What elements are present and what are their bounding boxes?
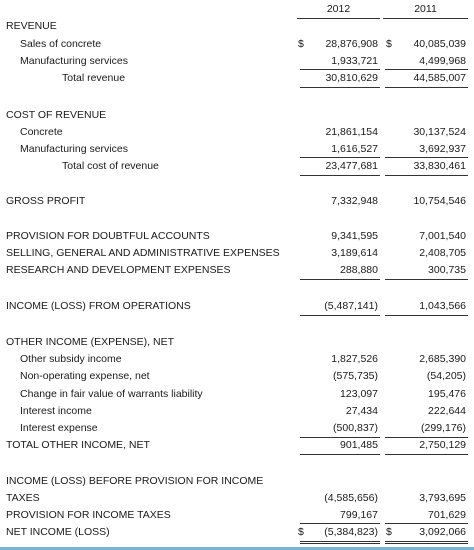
currency-symbol: $ bbox=[298, 38, 304, 50]
subtotal-rule bbox=[300, 279, 380, 280]
value-2012: 27,434 bbox=[345, 405, 378, 417]
total-rule bbox=[385, 315, 468, 316]
row-label-manufacturing-services: Manufacturing services bbox=[20, 55, 128, 67]
value-2011: 33,830,461 bbox=[413, 160, 466, 172]
other-heading-row bbox=[0, 334, 474, 351]
value-2012: 28,876,908 bbox=[325, 38, 378, 50]
currency-symbol: $ bbox=[386, 526, 392, 538]
value-2011: 44,585,007 bbox=[413, 72, 466, 84]
value-2012: (4,585,656) bbox=[324, 492, 378, 504]
value-2012: (5,384,823) bbox=[324, 526, 378, 538]
row-label-gross-profit: GROSS PROFIT bbox=[6, 195, 86, 207]
row-label-total-revenue: Total revenue bbox=[62, 72, 126, 84]
value-2012: 799,167 bbox=[340, 509, 378, 521]
row-label-income-from-operations: INCOME (LOSS) FROM OPERATIONS bbox=[6, 300, 191, 312]
revenue-heading-row bbox=[0, 18, 474, 35]
column-header-2012: 2012 bbox=[297, 1, 380, 19]
cost-heading: COST OF REVENUE bbox=[6, 109, 107, 121]
table-row bbox=[0, 420, 474, 437]
value-2012: 9,341,595 bbox=[331, 230, 378, 242]
value-2012: 288,880 bbox=[340, 264, 378, 276]
total-rule bbox=[385, 175, 468, 176]
currency-symbol: $ bbox=[298, 526, 304, 538]
table-row bbox=[0, 351, 474, 368]
row-label-interest-income: Interest income bbox=[20, 405, 92, 417]
row-label-sga-expenses: SELLING, GENERAL AND ADMINISTRATIVE EXPENSES bbox=[6, 247, 280, 259]
cost-heading-row bbox=[0, 107, 474, 124]
table-row bbox=[0, 141, 474, 158]
table-row bbox=[0, 245, 474, 262]
value-2012: 3,189,614 bbox=[331, 247, 378, 259]
table-row bbox=[0, 490, 474, 507]
table-row bbox=[0, 403, 474, 420]
table-row bbox=[0, 262, 474, 279]
row-label-concrete: Concrete bbox=[20, 126, 63, 138]
table-row bbox=[0, 507, 474, 524]
value-2011: 40,085,039 bbox=[413, 38, 466, 50]
row-label-sales-of-concrete: Sales of concrete bbox=[20, 38, 102, 50]
table-row bbox=[0, 158, 474, 175]
value-2011: 300,735 bbox=[428, 264, 466, 276]
value-2011: 3,793,695 bbox=[419, 492, 466, 504]
value-2011: 2,408,705 bbox=[419, 247, 466, 259]
value-2012: 30,810,629 bbox=[325, 72, 378, 84]
row-label-other-subsidy-income: Other subsidy income bbox=[20, 353, 122, 365]
value-2012: 21,861,154 bbox=[325, 126, 378, 138]
table-row bbox=[0, 298, 474, 315]
table-row bbox=[0, 53, 474, 70]
value-2012: (500,837) bbox=[333, 422, 378, 434]
other-income-heading: OTHER INCOME (EXPENSE), NET bbox=[6, 336, 175, 348]
value-2011: 3,092,066 bbox=[419, 526, 466, 538]
table-row bbox=[0, 228, 474, 245]
row-label-rd-expenses: RESEARCH AND DEVELOPMENT EXPENSES bbox=[6, 264, 231, 276]
row-label-warrants-liability: Change in fair value of warrants liability bbox=[20, 388, 203, 400]
table-row bbox=[0, 36, 474, 53]
row-label-income-before-provision: INCOME (LOSS) BEFORE PROVISION FOR INCOME bbox=[6, 475, 264, 487]
value-2011: 701,629 bbox=[428, 509, 466, 521]
row-label-manufacturing-services: Manufacturing services bbox=[20, 143, 128, 155]
row-label-total-cost-of-revenue: Total cost of revenue bbox=[62, 160, 159, 172]
value-2012: 1,827,526 bbox=[331, 353, 378, 365]
column-header-row bbox=[0, 1, 474, 18]
value-2011: 4,499,968 bbox=[419, 55, 466, 67]
table-row bbox=[0, 368, 474, 385]
value-2011: 195,476 bbox=[428, 388, 466, 400]
total-rule bbox=[300, 175, 380, 176]
value-2012: 7,332,948 bbox=[331, 195, 378, 207]
row-label-provision-doubtful-accounts: PROVISION FOR DOUBTFUL ACCOUNTS bbox=[6, 230, 210, 242]
value-2011: 10,754,546 bbox=[413, 195, 466, 207]
total-rule bbox=[385, 87, 468, 88]
value-2011: (299,176) bbox=[421, 422, 466, 434]
pretax-label-row bbox=[0, 473, 474, 490]
row-label-non-operating-expense: Non-operating expense, net bbox=[20, 370, 150, 382]
value-2011: 2,685,390 bbox=[419, 353, 466, 365]
table-row bbox=[0, 193, 474, 210]
double-total-rule bbox=[385, 541, 468, 544]
value-2012: (575,735) bbox=[333, 370, 378, 382]
revenue-heading: REVENUE bbox=[6, 20, 57, 32]
value-2011: 1,043,566 bbox=[419, 300, 466, 312]
value-2012: 123,097 bbox=[340, 388, 378, 400]
table-row bbox=[0, 70, 474, 87]
double-total-rule bbox=[300, 541, 380, 544]
table-row bbox=[0, 437, 474, 454]
value-2012: 901,485 bbox=[340, 439, 378, 451]
value-2011: 30,137,524 bbox=[413, 126, 466, 138]
value-2011: 7,001,540 bbox=[419, 230, 466, 242]
row-label-taxes: TAXES bbox=[6, 492, 40, 504]
value-2011: 3,692,937 bbox=[419, 143, 466, 155]
value-2012: 23,477,681 bbox=[325, 160, 378, 172]
total-rule bbox=[300, 454, 380, 455]
table-row bbox=[0, 124, 474, 141]
row-label-net-income: NET INCOME (LOSS) bbox=[6, 526, 110, 538]
table-row bbox=[0, 524, 474, 541]
value-2011: (54,205) bbox=[426, 370, 466, 382]
subtotal-rule bbox=[385, 279, 468, 280]
column-header-2011: 2011 bbox=[383, 1, 468, 19]
value-2012: (5,487,141) bbox=[324, 300, 378, 312]
value-2012: 1,933,721 bbox=[331, 55, 378, 67]
row-label-interest-expense: Interest expense bbox=[20, 422, 98, 434]
total-rule bbox=[300, 315, 380, 316]
total-rule bbox=[385, 454, 468, 455]
row-label-provision-income-taxes: PROVISION FOR INCOME TAXES bbox=[6, 509, 171, 521]
currency-symbol: $ bbox=[386, 38, 392, 50]
row-label-total-other-income: TOTAL OTHER INCOME, NET bbox=[6, 439, 150, 451]
value-2012: 1,616,527 bbox=[331, 143, 378, 155]
table-row bbox=[0, 386, 474, 403]
value-2011: 222,644 bbox=[428, 405, 466, 417]
total-rule bbox=[300, 87, 380, 88]
value-2011: 2,750,129 bbox=[419, 439, 466, 451]
